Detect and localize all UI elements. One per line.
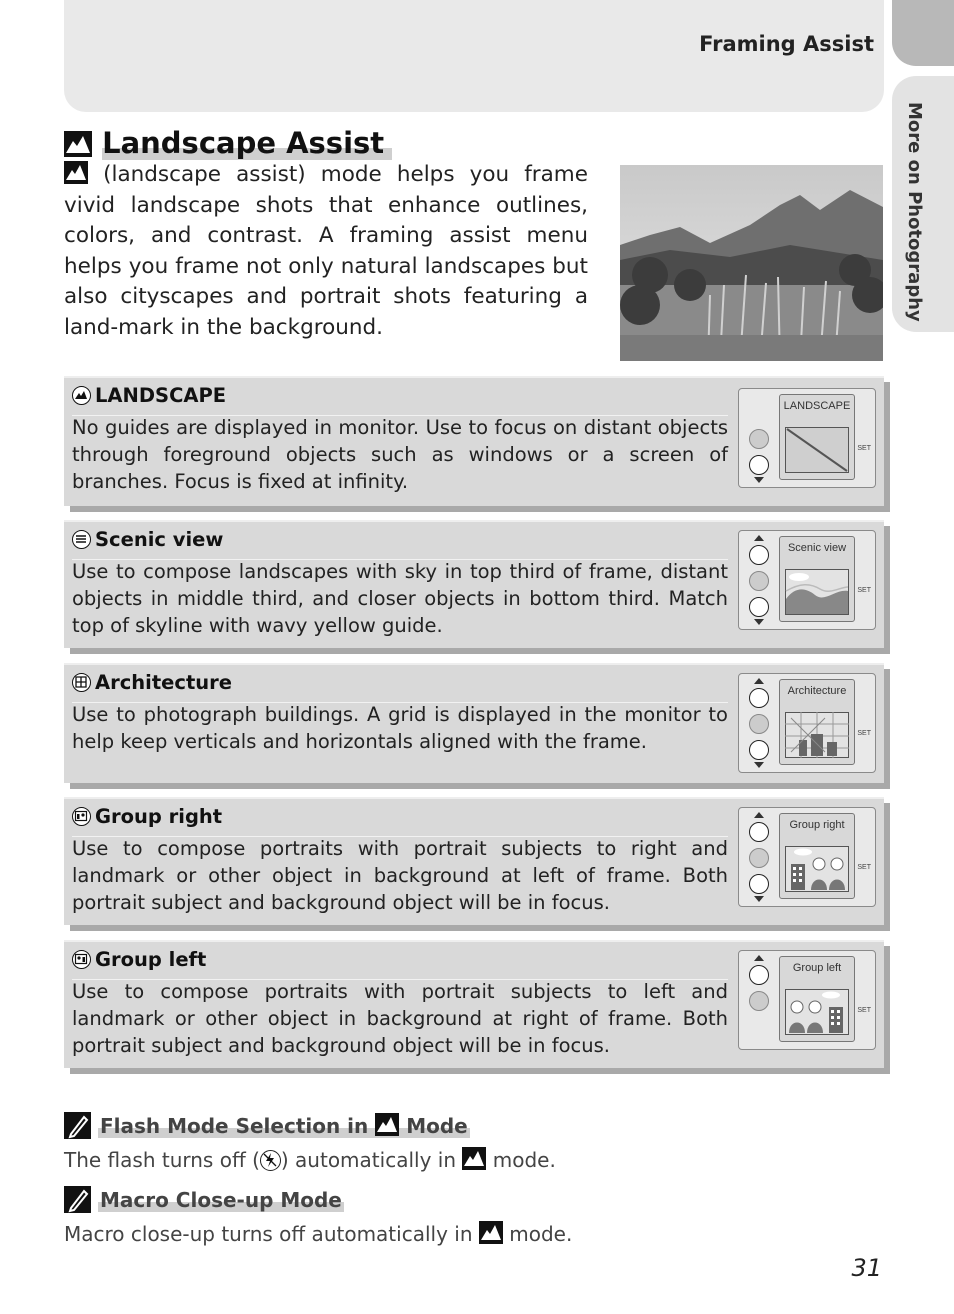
mode-card-scenic-view <box>64 520 884 648</box>
note-heading-macro <box>64 1186 344 1213</box>
landscape-assist-icon <box>462 1147 486 1170</box>
note-body-part: Macro close-up turns off automatically in <box>64 1222 473 1246</box>
up-arrow-icon <box>754 812 764 818</box>
card-title <box>72 671 232 694</box>
card-title <box>72 948 206 971</box>
card-title-text: Architecture <box>95 671 232 694</box>
monitor-preview <box>779 813 855 899</box>
scenic-view-icon <box>749 455 769 475</box>
side-tab-top <box>892 0 954 66</box>
set-label: SET <box>857 730 871 737</box>
architecture-icon <box>72 673 91 692</box>
card-title-text: LANDSCAPE <box>95 384 227 407</box>
screen-label: LANDSCAPE <box>783 400 851 412</box>
architecture-icon <box>749 714 769 734</box>
card-body: Use to compose portraits with portrait subjects to right and landmark or other object in background at left of frame. Both portrait subject and background object will be in focus. <box>72 837 728 914</box>
set-label: SET <box>857 445 871 452</box>
monitor-screen <box>738 388 876 488</box>
up-arrow-icon <box>754 535 764 541</box>
preview-image <box>785 569 849 615</box>
note-heading-part: Mode <box>406 1114 468 1138</box>
flash-off-icon <box>260 1150 281 1171</box>
note-body-part: mode. <box>509 1222 573 1246</box>
group-left-icon <box>749 874 769 894</box>
monitor-preview <box>779 679 855 765</box>
set-label: SET <box>857 864 871 871</box>
landscape-icon <box>72 386 91 405</box>
preview-image <box>785 989 849 1035</box>
mode-card-group-right <box>64 797 884 925</box>
note-body-part: mode. <box>492 1148 556 1172</box>
note-body-part: The flash turns off ( <box>64 1148 260 1172</box>
note-heading-part: Flash Mode Selection in <box>99 1114 369 1138</box>
note-body-flash <box>64 1147 556 1172</box>
landscape-assist-icon <box>479 1221 503 1244</box>
group-right-icon <box>72 807 91 826</box>
landscape-icon <box>749 545 769 565</box>
card-title-text: Scenic view <box>95 528 224 551</box>
mode-card-group-left <box>64 940 884 1068</box>
intro-paragraph <box>64 160 588 343</box>
set-label: SET <box>857 587 871 594</box>
monitor-preview <box>779 956 855 1042</box>
monitor-screen <box>738 807 876 907</box>
group-right-icon <box>749 965 769 985</box>
landscape-photo <box>620 165 883 361</box>
monitor-screen <box>738 950 876 1050</box>
note-heading-flash <box>64 1112 470 1139</box>
card-title <box>72 384 226 407</box>
section-title-text: Landscape Assist <box>102 126 392 160</box>
screen-label: Group left <box>792 962 842 974</box>
group-left-icon <box>749 991 769 1011</box>
side-tab <box>892 76 954 332</box>
scenic-view-icon <box>749 688 769 708</box>
note-body-part: ) automatically in <box>280 1148 456 1172</box>
down-arrow-icon <box>754 619 764 625</box>
landscape-assist-icon <box>64 131 92 157</box>
card-body: No guides are displayed in monitor. Use to focus on distant objects through foreground objects such as windows or a screen of branches. Focus is fixed at infinity. <box>72 416 728 493</box>
section-title <box>64 126 392 160</box>
monitor-screen <box>738 673 876 773</box>
monitor-preview <box>779 394 855 480</box>
running-header: Framing Assist <box>699 32 874 56</box>
mode-card-architecture <box>64 663 884 783</box>
card-body: Use to photograph buildings. A grid is displayed in the monitor to help keep verticals and horizontals aligned with the frame. <box>72 703 728 753</box>
landscape-icon <box>749 429 769 449</box>
mode-card-landscape <box>64 376 884 506</box>
header-box <box>64 0 884 112</box>
scenic-view-icon <box>72 530 91 549</box>
preview-image <box>785 427 849 473</box>
card-title-text: Group right <box>95 805 223 828</box>
note-body-macro <box>64 1221 572 1246</box>
pencil-icon <box>64 1112 91 1139</box>
note-heading-text: Macro Close-up Mode <box>99 1188 342 1212</box>
monitor-screen <box>738 530 876 630</box>
up-arrow-icon <box>754 678 764 684</box>
intro-text: (landscape assist) mode helps you frame vivid landscape shots that enhance outlines, colors, and contrast. A framing assist menu helps you frame not only natural landscapes but also cityscapes and portrait shots featuring a land-mark in the background. <box>64 162 588 340</box>
group-right-icon <box>749 848 769 868</box>
group-right-icon <box>749 740 769 760</box>
screen-label: Architecture <box>787 685 847 697</box>
down-arrow-icon <box>754 896 764 902</box>
scenic-view-icon <box>749 571 769 591</box>
architecture-icon <box>749 822 769 842</box>
pencil-icon <box>64 1186 91 1213</box>
landscape-assist-icon <box>64 161 88 184</box>
up-arrow-icon <box>754 955 764 961</box>
card-body: Use to compose landscapes with sky in top third of frame, distant objects in middle third, and closer objects in bottom third. Match top of skyline with wavy yellow guide. <box>72 560 728 637</box>
preview-image <box>785 846 849 892</box>
down-arrow-icon <box>754 477 764 483</box>
landscape-assist-icon <box>375 1113 399 1136</box>
down-arrow-icon <box>754 762 764 768</box>
note-heading-text <box>98 1114 470 1138</box>
page-number: 31 <box>851 1254 882 1282</box>
side-tab-label: More on Photography <box>904 102 925 322</box>
preview-image <box>785 712 849 758</box>
card-title <box>72 528 223 551</box>
screen-label: Group right <box>789 819 845 831</box>
card-title-text: Group left <box>95 948 207 971</box>
group-left-icon <box>72 950 91 969</box>
card-title <box>72 805 222 828</box>
set-label: SET <box>857 1007 871 1014</box>
monitor-preview <box>779 536 855 622</box>
screen-label: Scenic view <box>787 542 847 554</box>
card-body: Use to compose portraits with portrait subjects to left and landmark or other object in background at right of frame. Both portrait subject and background object will be in focus. <box>72 980 728 1057</box>
architecture-icon <box>749 597 769 617</box>
